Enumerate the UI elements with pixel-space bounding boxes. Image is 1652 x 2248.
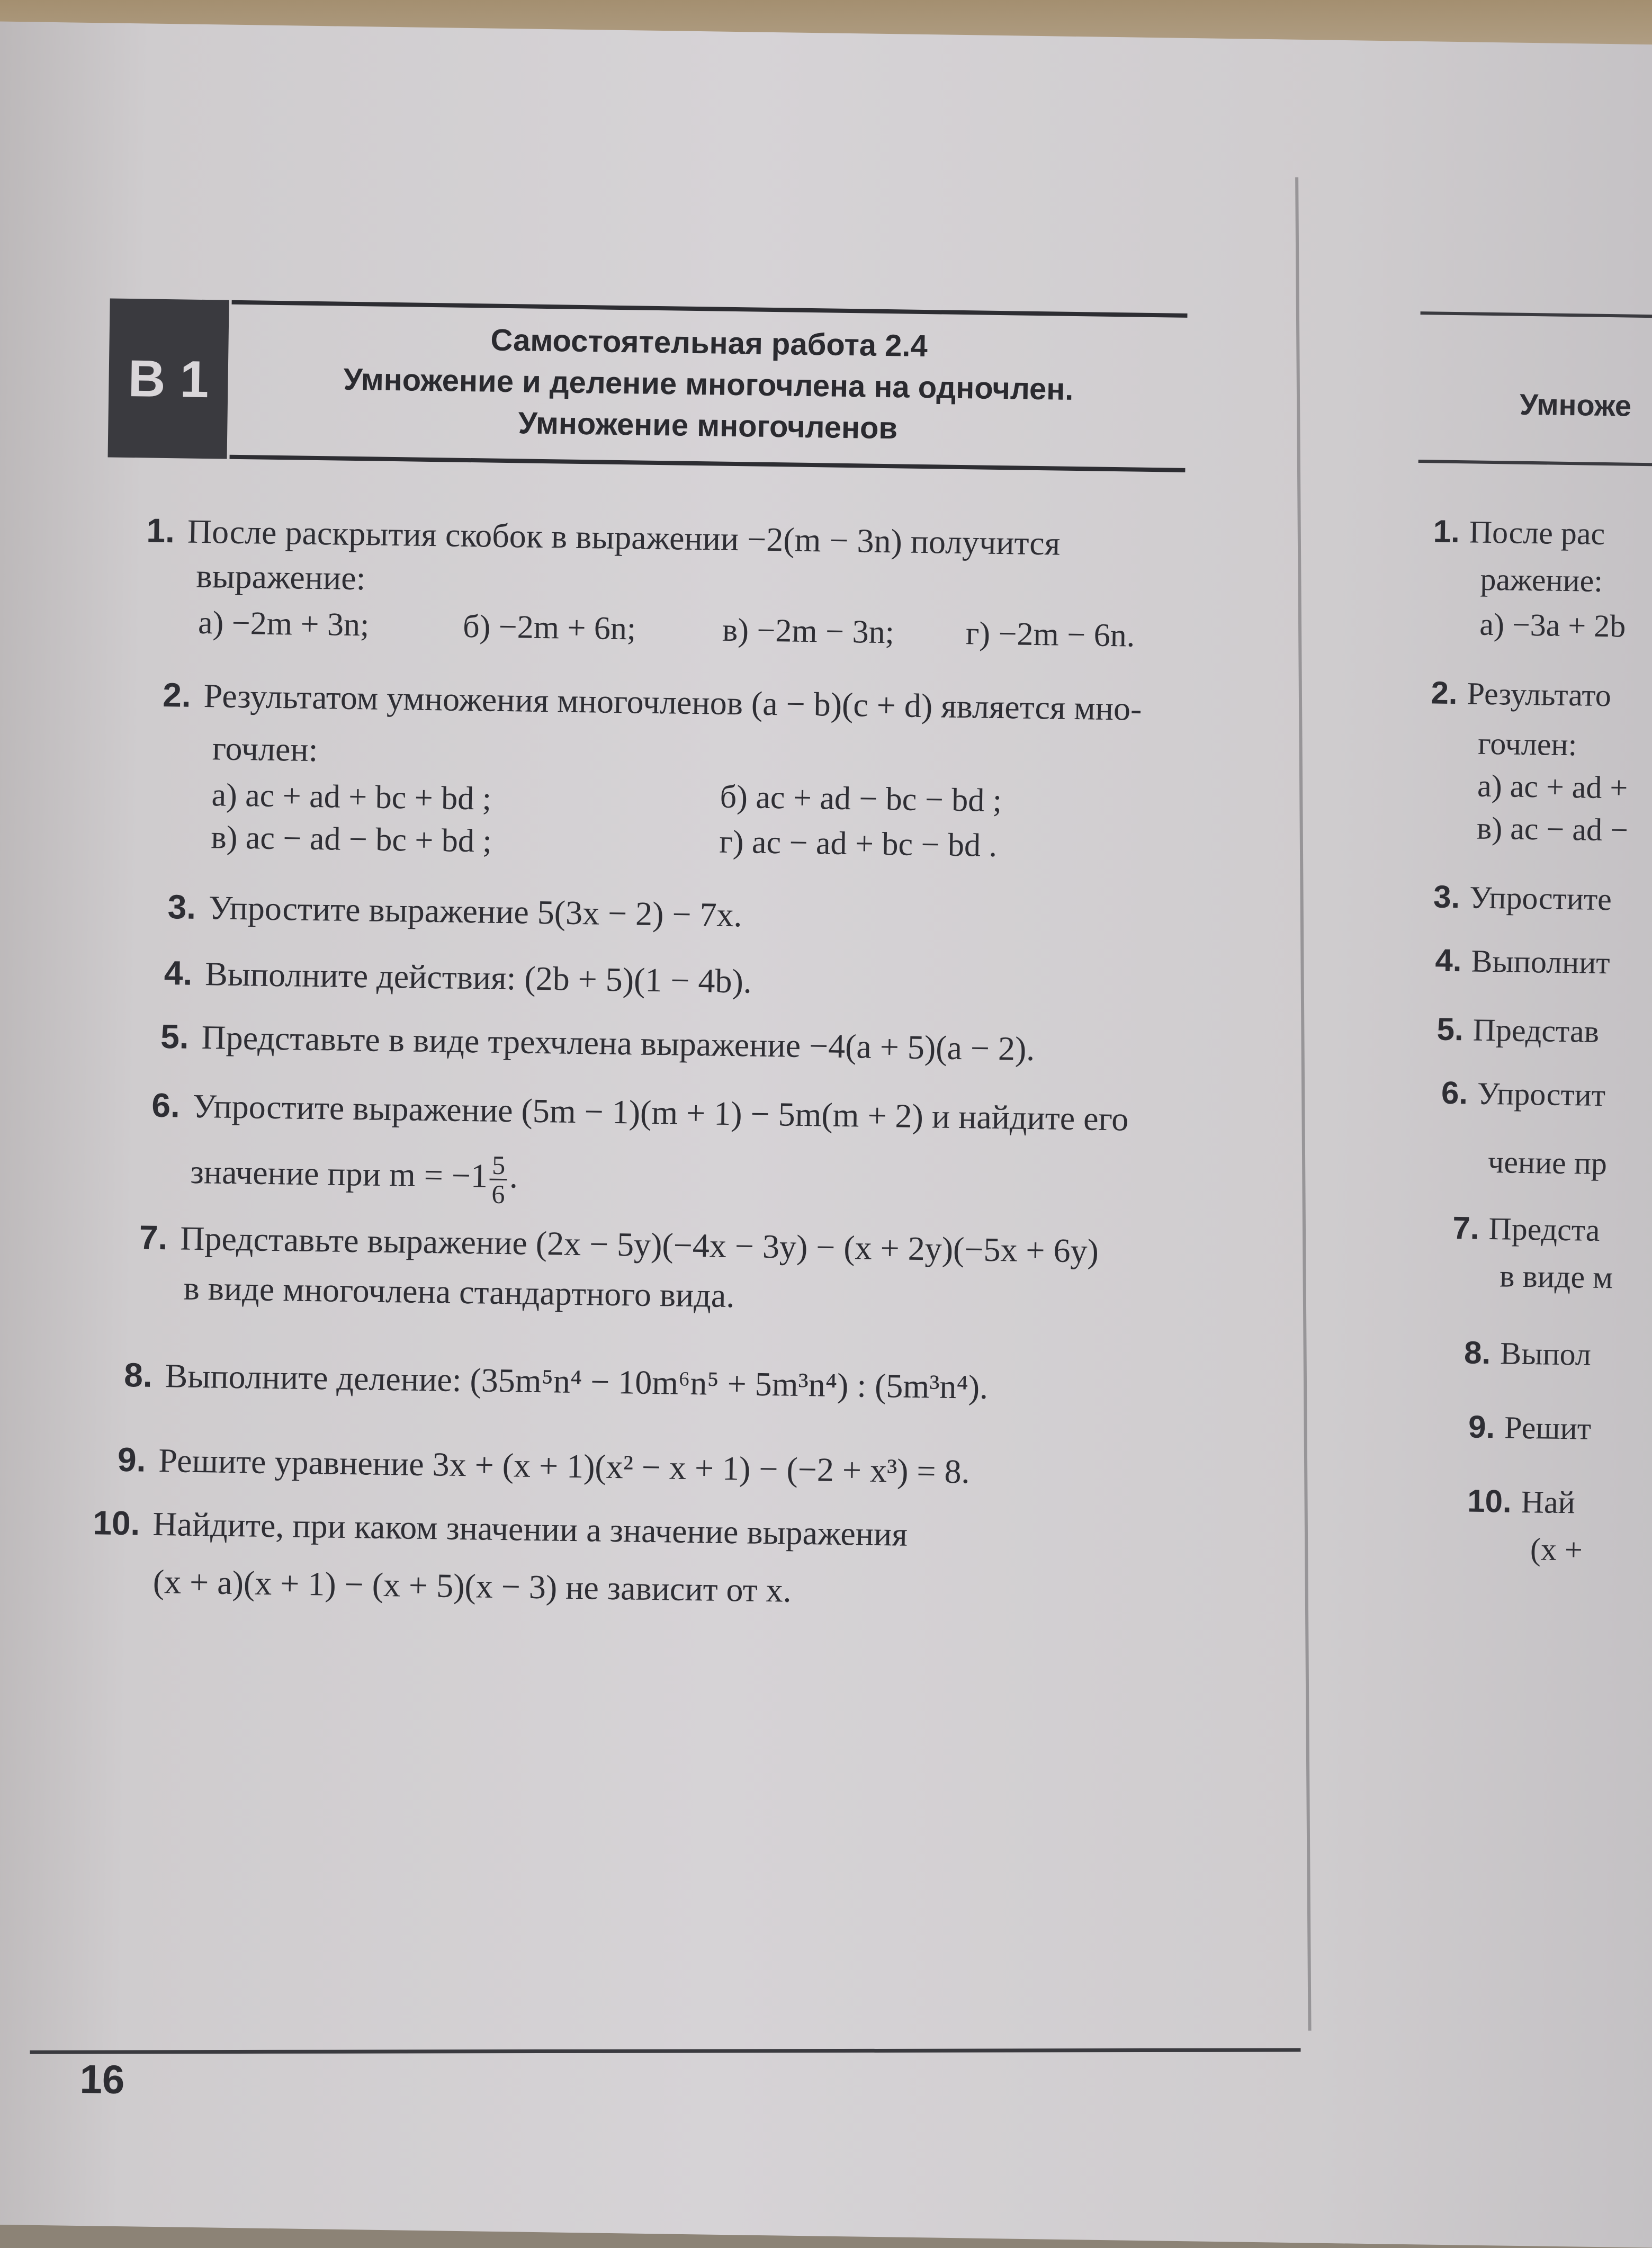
task-2-option-a: а) ac + ad + bc + bd ; bbox=[211, 777, 492, 817]
header-top-rule bbox=[232, 300, 1188, 318]
task-number: 3. bbox=[167, 888, 196, 926]
right-task-2 bbox=[1431, 674, 1611, 714]
task-text: Выполните деление: (35m⁵n⁴ − 10m⁶n⁵ + 5m³n⁴) : (5m³n⁴). bbox=[165, 1357, 989, 1406]
task-text: Результато bbox=[1467, 676, 1612, 713]
task-number: 2. bbox=[1431, 675, 1458, 711]
task-number: 8. bbox=[1464, 1335, 1491, 1371]
task-1-option-a: а) −2m + 3n; bbox=[197, 604, 370, 643]
mixed-fraction bbox=[489, 1151, 507, 1208]
task-number: 9. bbox=[1468, 1409, 1495, 1445]
left-page bbox=[0, 21, 1334, 2243]
task-number: 4. bbox=[164, 954, 193, 992]
task-text: После раскрытия скобок в выражении −2(m − 3n) получится bbox=[187, 512, 1061, 562]
task-6-continuation bbox=[190, 1147, 518, 1208]
task-number: 5. bbox=[160, 1017, 190, 1056]
footer-rule bbox=[30, 2048, 1301, 2054]
task-text: После рас bbox=[1469, 514, 1605, 551]
task-7-continuation: в виде многочлена стандартного вида. bbox=[183, 1269, 735, 1315]
task-number: 3. bbox=[1433, 879, 1460, 915]
topic-line-2: Умножение многочленов bbox=[518, 406, 898, 446]
task-number: 10. bbox=[1467, 1483, 1512, 1519]
right-task-2-cont: гочлен: bbox=[1477, 726, 1577, 763]
task-6-period: . bbox=[509, 1157, 518, 1195]
task-1-option-v: в) −2m − 3n; bbox=[722, 612, 895, 651]
task-10 bbox=[93, 1500, 908, 1556]
task-text: Представ bbox=[1473, 1012, 1600, 1049]
fraction-numerator: 5 bbox=[490, 1151, 508, 1180]
task-1-option-b: б) −2m + 6n; bbox=[462, 608, 636, 647]
right-task-9 bbox=[1468, 1409, 1592, 1447]
task-text: Выполнит bbox=[1471, 943, 1611, 981]
right-task-10-cont: (x + bbox=[1530, 1531, 1583, 1568]
task-8 bbox=[124, 1353, 989, 1410]
right-header-bottom-rule bbox=[1418, 460, 1652, 467]
task-number: 8. bbox=[123, 1356, 153, 1394]
task-text: Представьте выражение (2x − 5y)(−4x − 3y) − (x + 2y)(−5x + 6y) bbox=[179, 1219, 1099, 1270]
task-text: Представьте в виде трехчлена выражение −4(a + 5)(a − 2). bbox=[201, 1018, 1035, 1068]
task-3 bbox=[167, 884, 742, 937]
task-9 bbox=[118, 1437, 971, 1494]
task-text: Най bbox=[1521, 1484, 1576, 1520]
task-text: Решит bbox=[1504, 1410, 1592, 1446]
task-7 bbox=[139, 1215, 1099, 1273]
right-task-2-option-v: в) ac − ad − bbox=[1476, 810, 1629, 848]
task-text: Предста bbox=[1488, 1211, 1600, 1248]
task-text: Упростите bbox=[1469, 880, 1612, 917]
task-text: Решите уравнение 3x + (x + 1)(x² − x + 1) − (−2 + x³) = 8. bbox=[158, 1441, 971, 1491]
workbook-spread bbox=[0, 21, 1652, 2248]
task-5 bbox=[160, 1014, 1035, 1071]
task-text: Результатом умножения многочленов (a − b)(c + d) является мно- bbox=[203, 677, 1142, 728]
task-number: 1. bbox=[146, 511, 175, 550]
task-6-condition: значение при m = −1 bbox=[190, 1152, 488, 1195]
header-bottom-rule bbox=[230, 455, 1186, 472]
task-2-option-v: в) ac − ad − bc + bd ; bbox=[211, 819, 492, 859]
task-text: Выполните действия: (2b + 5)(1 − 4b). bbox=[204, 955, 752, 1000]
task-2 bbox=[163, 673, 1142, 731]
right-task-8 bbox=[1464, 1334, 1592, 1373]
task-2-continuation: гочлен: bbox=[212, 729, 318, 769]
task-number: 1. bbox=[1433, 513, 1460, 550]
right-task-7-cont: в виде м bbox=[1499, 1258, 1613, 1295]
right-task-6-cont: чение пр bbox=[1487, 1144, 1608, 1181]
task-number: 7. bbox=[1452, 1210, 1479, 1246]
task-text: Выпол bbox=[1500, 1336, 1592, 1372]
right-task-4 bbox=[1435, 942, 1610, 982]
task-text: Упростите выражение (5m − 1)(m + 1) − 5m(m + 2) и найдите его bbox=[192, 1087, 1129, 1138]
task-2-option-g: г) ac − ad + bc − bd . bbox=[719, 823, 998, 864]
right-page-partial bbox=[1346, 41, 1652, 2248]
right-task-3 bbox=[1433, 879, 1612, 918]
task-text: Упростите выражение 5(3x − 2) − 7x. bbox=[208, 889, 743, 934]
task-4 bbox=[164, 951, 752, 1004]
task-number: 2. bbox=[162, 675, 192, 714]
right-task-1 bbox=[1433, 513, 1605, 552]
task-number: 4. bbox=[1435, 942, 1462, 979]
task-1-option-g: г) −2m − 6n. bbox=[965, 615, 1135, 654]
right-task-6 bbox=[1441, 1074, 1606, 1114]
task-number: 6. bbox=[1441, 1074, 1468, 1111]
task-10-continuation: (x + a)(x + 1) − (x + 5)(x − 3) не зависит от x. bbox=[152, 1562, 792, 1609]
task-1-continuation: выражение: bbox=[195, 557, 366, 597]
right-task-1-cont: ражение: bbox=[1480, 561, 1603, 598]
task-number: 5. bbox=[1436, 1011, 1464, 1047]
variant-badge: В 1 bbox=[108, 299, 229, 459]
task-text: Упростит bbox=[1477, 1076, 1606, 1113]
right-task-7 bbox=[1452, 1210, 1600, 1249]
right-task-5 bbox=[1436, 1011, 1599, 1050]
page-number: 16 bbox=[79, 2057, 125, 2103]
task-number: 10. bbox=[92, 1503, 140, 1543]
task-number: 6. bbox=[151, 1086, 181, 1125]
right-header-top-rule bbox=[1421, 311, 1652, 319]
header-title bbox=[230, 316, 1187, 453]
task-number: 7. bbox=[139, 1218, 168, 1257]
right-task-2-option-a: а) ac + ad + bbox=[1477, 768, 1628, 805]
task-number: 9. bbox=[117, 1440, 146, 1479]
work-title: Самостоятельная работа 2.4 bbox=[490, 323, 928, 364]
topic-line-1: Умножение и деление многочлена на одночлен. bbox=[343, 362, 1074, 407]
task-2-option-b: б) ac + ad − bc − bd ; bbox=[720, 778, 1002, 819]
right-header-title: Умноже bbox=[1519, 387, 1632, 423]
right-task-1-option: а) −3a + 2b bbox=[1479, 606, 1626, 644]
task-6 bbox=[151, 1083, 1129, 1142]
fraction-denominator: 6 bbox=[491, 1179, 505, 1210]
right-task-10 bbox=[1467, 1483, 1575, 1521]
worksheet-header bbox=[107, 283, 1188, 478]
task-text: Найдите, при каком значении a значение выражения bbox=[152, 1504, 908, 1553]
